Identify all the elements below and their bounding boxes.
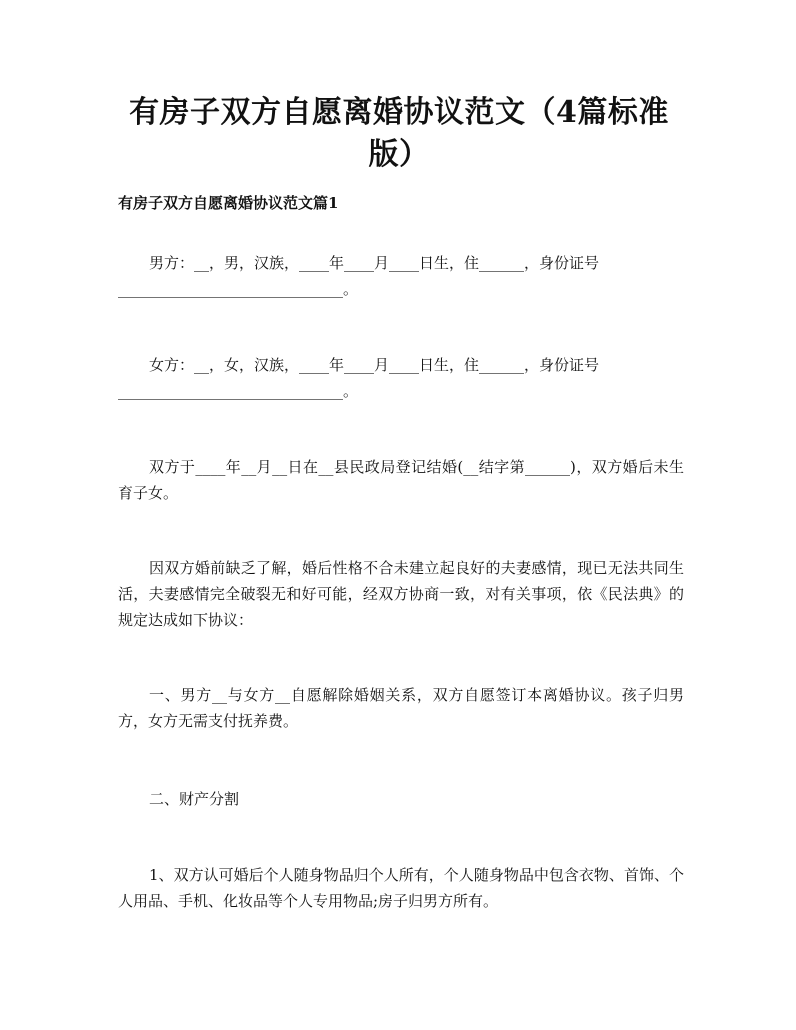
paragraph-property-item-one: 1、双方认可婚后个人随身物品归个人所有，个人随身物品中包含衣物、首饰、个人用品、手机、化妆品等个人专用物品;房子归男方所有。 xyxy=(118,866,684,910)
paragraph-female-party-line2: ______________________________。 xyxy=(118,382,359,400)
paragraph-clause-one: 一、男方__与女方__自愿解除婚姻关系，双方自愿签订本离婚协议。孩子归男方，女方无需支付抚养费。 xyxy=(118,686,684,730)
document-title: 有房子双方自愿离婚协议范文（4篇标准版） xyxy=(129,95,669,172)
paragraph-female-party-line1: 女方：__，女，汉族，____年____月____日生，住______，身份证号 xyxy=(149,356,600,374)
paragraph-male-party xyxy=(118,250,684,302)
paragraph-marriage-registration: 双方于____年__月__日在__县民政局登记结婚(__结字第______)，双方婚后未生育子女。 xyxy=(118,458,684,502)
paragraph-male-party-line2: ______________________________。 xyxy=(118,280,359,298)
paragraph-female-party xyxy=(118,352,684,404)
paragraph-male-party-line1: 男方：__，男，汉族，____年____月____日生，住______，身份证号 xyxy=(149,254,600,272)
section-heading: 有房子双方自愿离婚协议范文篇1 xyxy=(118,194,339,212)
paragraph-clause-two-heading: 二、财产分割 xyxy=(149,790,240,808)
paragraph-divorce-reason: 因双方婚前缺乏了解，婚后性格不合未建立起良好的夫妻感情，现已无法共同生活，夫妻感情完全破裂无和好可能，经双方协商一致，对有关事项，依《民法典》的规定达成如下协议： xyxy=(118,559,684,629)
